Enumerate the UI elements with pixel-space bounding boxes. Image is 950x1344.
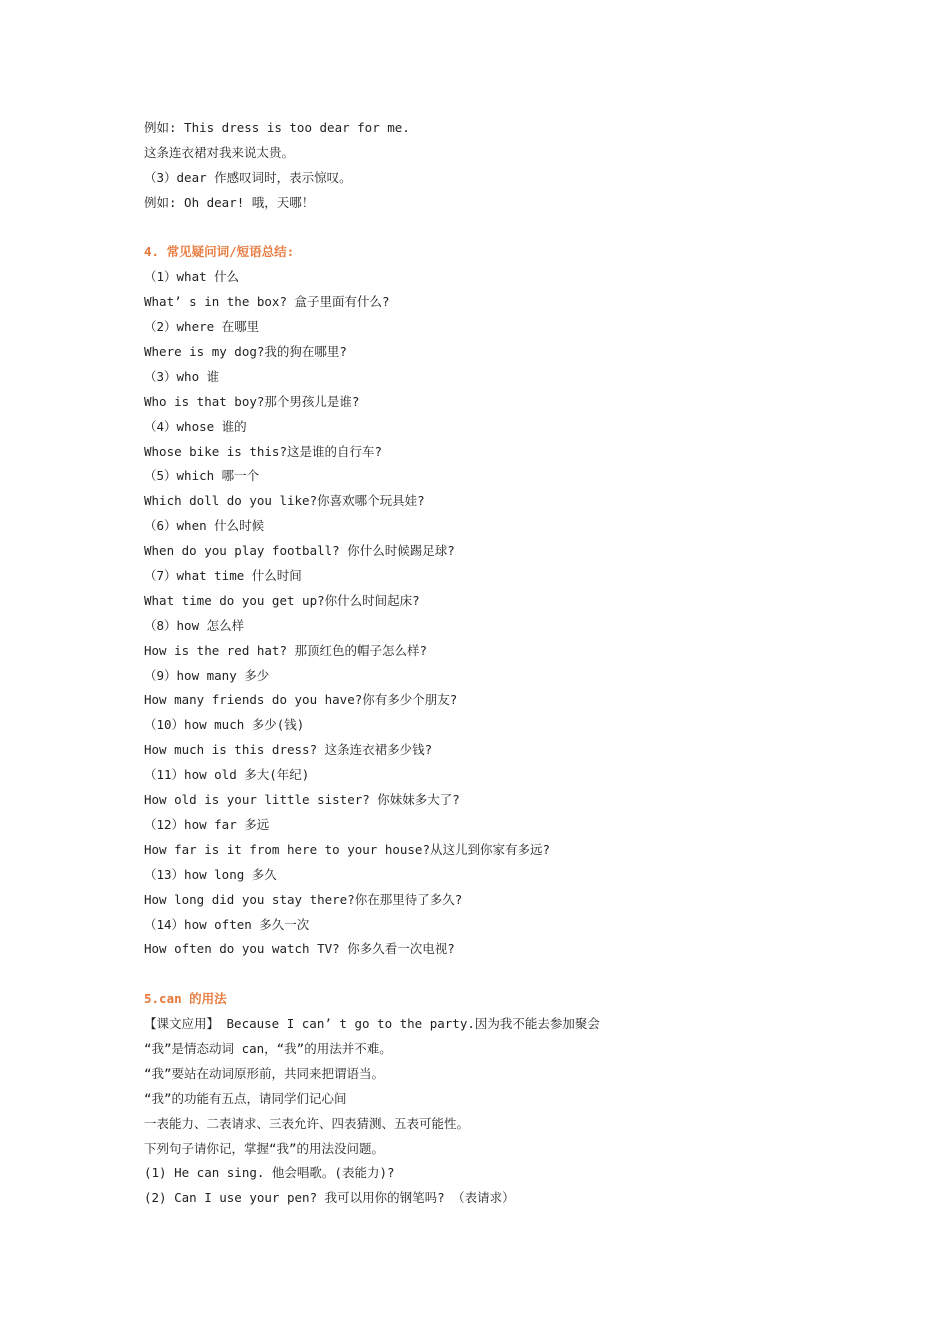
- text-line: “我”要站在动词原形前，共同来把谓语当。: [144, 1065, 385, 1081]
- text-line: How is the red hat? 那顶红色的帽子怎么样?: [144, 642, 428, 658]
- text-line: 例如: Oh dear! 哦，天哪！: [144, 194, 315, 210]
- text-line: 这条连衣裙对我来说太贵。: [144, 144, 295, 160]
- text-line: （12）how far 多远: [144, 816, 270, 832]
- text-line: How far is it from here to your house?从这儿到你家有多远?: [144, 841, 551, 857]
- text-line: Who is that boy?那个男孩儿是谁?: [144, 393, 360, 409]
- text-line: “我”是情态动词 can，“我”的用法并不难。: [144, 1040, 392, 1056]
- text-line: Which doll do you like?你喜欢哪个玩具娃?: [144, 493, 425, 509]
- text-line: （5）which 哪一个: [144, 468, 260, 484]
- text-line: 一表能力、二表请求、三表允许、四表猜测、五表可能性。: [144, 1115, 470, 1131]
- text-line: （3）dear 作感叹词时，表示惊叹。: [144, 169, 352, 185]
- text-line: How many friends do you have?你有多少个朋友?: [144, 692, 458, 708]
- text-line: (2) Can I use your pen? 我可以用你的钢笔吗? （表请求）: [144, 1190, 515, 1206]
- text-line: （6）when 什么时候: [144, 518, 265, 534]
- text-line: （4）whose 谁的: [144, 418, 247, 434]
- section-3-tail: [144, 116, 844, 216]
- text-line: What time do you get up?你什么时间起床?: [144, 592, 420, 608]
- text-line: （9）how many 多少: [144, 667, 270, 683]
- text-line: How much is this dress? 这条连衣裙多少钱?: [144, 742, 433, 758]
- text-line: 例如: This dress is too dear for me.: [144, 120, 410, 135]
- text-line: （3）who 谁: [144, 368, 220, 384]
- spacer: [144, 216, 844, 241]
- section-4-heading: 4. 常见疑问词/短语总结:: [144, 244, 295, 260]
- text-line: Whose bike is this?这是谁的自行车?: [144, 443, 383, 459]
- text-line: (1) He can sing. 他会唱歌。(表能力)?: [144, 1165, 395, 1181]
- text-line: When do you play football? 你什么时候踢足球?: [144, 543, 455, 559]
- text-line: （14）how often 多久一次: [144, 916, 310, 932]
- text-line: （7）what time 什么时间: [144, 568, 302, 584]
- section-5-body: [144, 1012, 844, 1211]
- text-line: 【课文应用】 Because I can’ t go to the party.因为我不能去参加聚会: [144, 1016, 600, 1032]
- text-line: （2）where 在哪里: [144, 319, 260, 335]
- text-line: How old is your little sister? 你妹妹多大了?: [144, 792, 460, 808]
- text-line: How long did you stay there?你在那里待了多久?: [144, 891, 463, 907]
- text-line: （1）what 什么: [144, 269, 240, 285]
- text-line: Where is my dog?我的狗在哪里?: [144, 344, 347, 360]
- text-line: （10）how much 多少(钱): [144, 717, 305, 733]
- text-line: （11）how old 多大(年纪): [144, 767, 310, 783]
- document-page: [144, 116, 844, 1211]
- section-5-heading: 5.can 的用法: [144, 991, 227, 1007]
- text-line: 下列句子请你记，掌握“我”的用法没问题。: [144, 1140, 385, 1156]
- text-line: What’ s in the box? 盒子里面有什么?: [144, 294, 390, 310]
- text-line: （13）how long 多久: [144, 866, 277, 882]
- section-4-body: [144, 265, 844, 962]
- text-line: How often do you watch TV? 你多久看一次电视?: [144, 941, 455, 957]
- text-line: （8）how 怎么样: [144, 617, 245, 633]
- text-line: “我”的功能有五点，请同学们记心间: [144, 1090, 347, 1106]
- spacer: [144, 962, 844, 987]
